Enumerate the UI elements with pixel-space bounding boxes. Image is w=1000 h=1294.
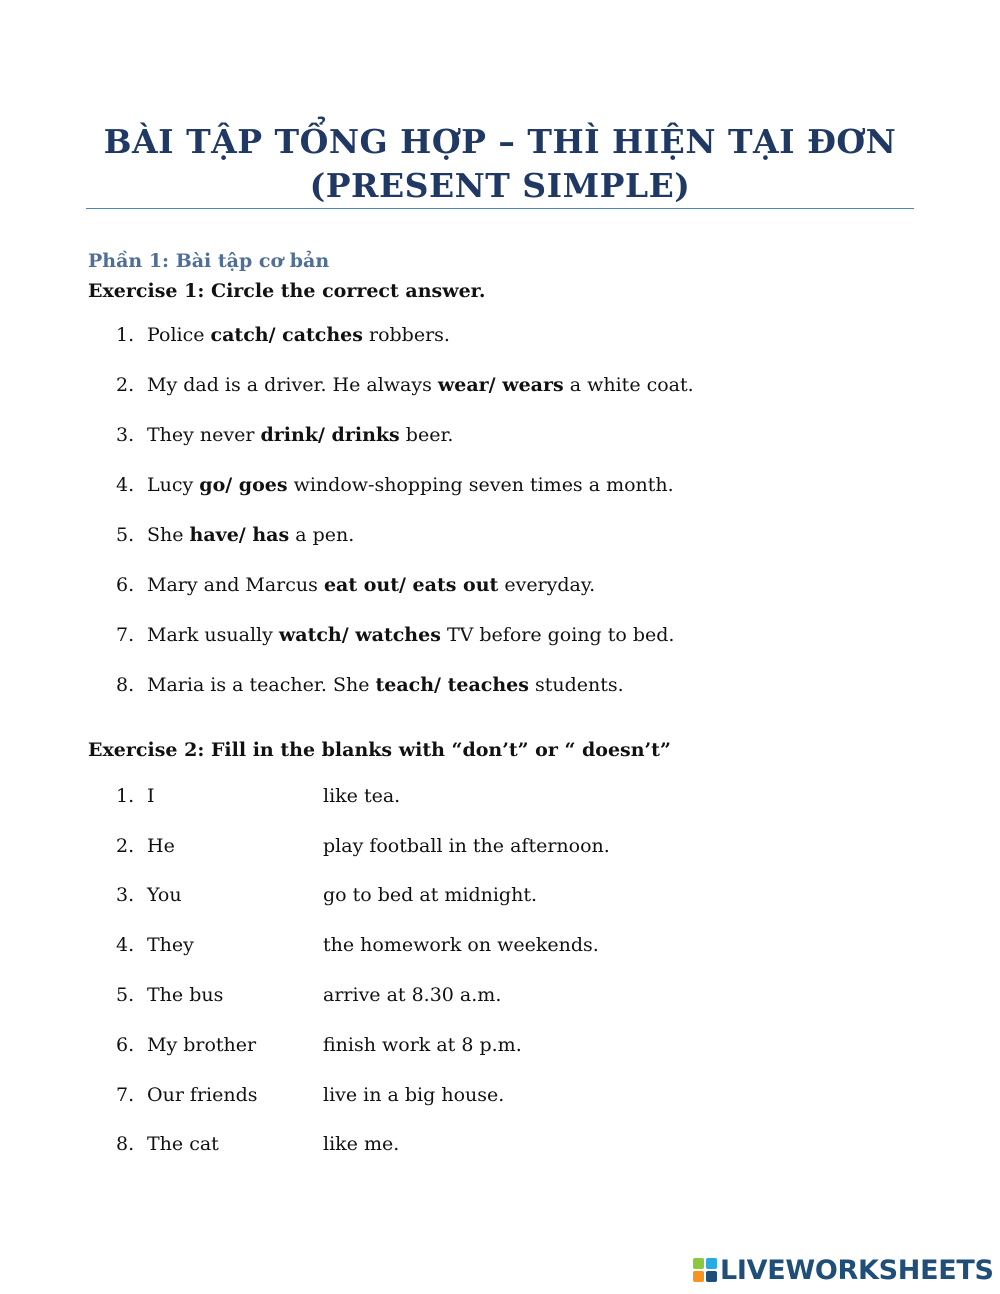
exercise-2-item [116, 1034, 522, 1056]
item-subject: They [147, 934, 194, 956]
title-line-2: (PRESENT SIMPLE) [309, 166, 691, 205]
item-number: 8. [116, 674, 135, 696]
answer-choice[interactable]: catch/ catches [210, 324, 363, 346]
item-text-after: students. [528, 674, 624, 696]
exercise-2-item [116, 1084, 504, 1106]
exercise-2-item [116, 984, 501, 1006]
item-number: 6. [116, 574, 135, 596]
item-text-before: Lucy [147, 474, 200, 496]
exercise-1-item [116, 574, 595, 596]
answer-choice[interactable]: have/ has [189, 524, 290, 546]
item-number: 1. [116, 324, 135, 346]
answer-choice[interactable]: go/ goes [199, 474, 288, 496]
item-number: 7. [116, 1084, 135, 1106]
item-subject: Our friends [147, 1084, 258, 1106]
item-number: 3. [116, 424, 135, 446]
liveworksheets-logo [692, 1255, 994, 1285]
item-text-before: Maria is a teacher. She [147, 674, 376, 696]
exercise-1-item [116, 474, 674, 496]
item-text-after: a white coat. [563, 374, 694, 396]
exercise-2-item [116, 884, 537, 906]
item-subject: The cat [147, 1133, 219, 1155]
part-1-heading: Phần 1: Bài tập cơ bản [88, 250, 330, 272]
answer-choice[interactable]: watch/ watches [278, 624, 441, 646]
page-title [86, 120, 914, 208]
item-text-after: TV before going to bed. [440, 624, 675, 646]
item-subject: You [147, 884, 182, 906]
liveworksheets-logo-icon [692, 1257, 718, 1283]
item-subject: My brother [147, 1034, 257, 1056]
item-number: 4. [116, 474, 135, 496]
exercise-1-item [116, 624, 674, 646]
exercise-1-heading: Exercise 1: Circle the correct answer. [88, 280, 486, 302]
item-number: 5. [116, 984, 135, 1006]
item-number: 2. [116, 835, 135, 857]
item-subject: He [147, 835, 175, 857]
answer-choice[interactable]: eat out/ eats out [323, 574, 499, 596]
item-text-before: They never [147, 424, 261, 446]
item-number: 6. [116, 1034, 135, 1056]
item-text-before: Police [147, 324, 211, 346]
answer-choice[interactable]: teach/ teaches [375, 674, 529, 696]
item-text-after: a pen. [289, 524, 355, 546]
item-text-before: My dad is a driver. He always [147, 374, 438, 396]
item-rest: like tea. [323, 785, 401, 807]
item-rest: arrive at 8.30 a.m. [323, 984, 502, 1006]
item-subject: I [147, 785, 155, 807]
item-text-before: Mark usually [147, 624, 279, 646]
item-number: 4. [116, 934, 135, 956]
item-number: 3. [116, 884, 135, 906]
item-text-after: robbers. [362, 324, 450, 346]
item-rest: go to bed at midnight. [323, 884, 538, 906]
item-number: 8. [116, 1133, 135, 1155]
exercise-2-item [116, 835, 610, 857]
answer-choice[interactable]: drink/ drinks [260, 424, 400, 446]
logo-text: LIVEWORKSHEETS [720, 1254, 994, 1286]
exercise-2-heading: Exercise 2: Fill in the blanks with “don’t” or “ doesn’t” [88, 739, 671, 761]
answer-choice[interactable]: wear/ wears [437, 374, 564, 396]
item-text-before: Mary and Marcus [147, 574, 324, 596]
exercise-1-item [116, 674, 624, 696]
item-text-after: window-shopping seven times a month. [287, 474, 674, 496]
item-text-after: everyday. [498, 574, 596, 596]
exercise-2-item [116, 1133, 399, 1155]
title-line-1: BÀI TẬP TỔNG HỢP – THÌ HIỆN TẠI ĐƠN [103, 122, 897, 161]
item-rest: the homework on weekends. [323, 934, 599, 956]
item-number: 5. [116, 524, 135, 546]
item-text-before: She [147, 524, 190, 546]
item-number: 2. [116, 374, 135, 396]
exercise-1-item [116, 424, 453, 446]
item-rest: finish work at 8 p.m. [323, 1034, 522, 1056]
item-number: 7. [116, 624, 135, 646]
exercise-1-item [116, 324, 450, 346]
exercise-2-item [116, 785, 400, 807]
item-rest: play football in the afternoon. [323, 835, 610, 857]
item-rest: like me. [323, 1133, 400, 1155]
item-number: 1. [116, 785, 135, 807]
item-subject: The bus [147, 984, 224, 1006]
exercise-1-item [116, 524, 354, 546]
title-divider [86, 208, 914, 209]
item-rest: live in a big house. [323, 1084, 505, 1106]
exercise-1-item [116, 374, 694, 396]
item-text-after: beer. [399, 424, 454, 446]
exercise-2-item [116, 934, 599, 956]
